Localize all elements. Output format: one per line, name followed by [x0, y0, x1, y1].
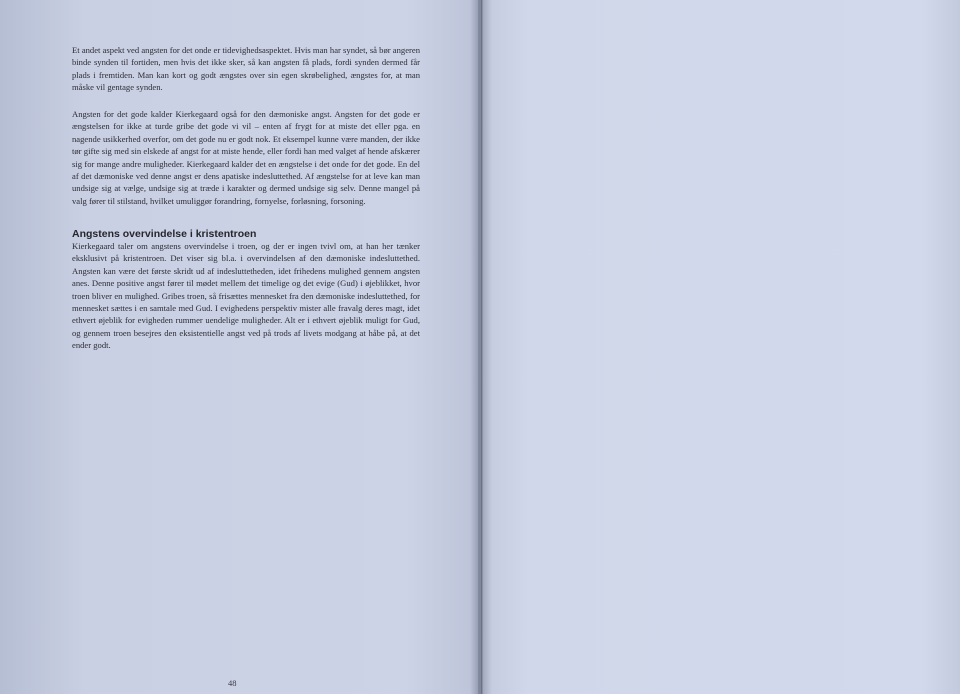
book-gutter [470, 0, 492, 694]
left-section-heading: Angstens overvindelse i kristentroen [72, 228, 257, 240]
left-paragraph-1: Et andet aspekt ved angsten for det onde er tidevighedsaspektet. Hvis man har syndet, så bør angeren binde synden til fortiden, men hvis det ikke sker, så kan angsten få plads, fordi synden dermed får plads i fremtiden. Man kan kort og godt ængstes over sin egen skrøbelighed, ængstes for, at man måske vil gentage synden. [72, 45, 420, 93]
left-paragraph-3: Kierkegaard taler om angstens overvindelse i troen, og der er ingen tvivl om, at han her tænker eksklusivt på kristentroen. Det viser sig bl.a. i overvindelsen af den dæmoniske indesluttethed. Angsten kan være det første skridt ud af indesluttetheden, idet frihedens mulighed gennem angsten anes. Denne positive angst fører til mødet mellem det timelige og det evige (Gud) i øjeblikket, hvor troen bliver en mulighed. Gribes troen, så frisættes mennesket fra den dæmoniske indesluttethed, for mennesket sættes i en samtale med Gud. I evighedens perspektiv mister alle fravalg deres magt, idet ethvert øjeblik for evigheden rummer uendelige muligheder. Alt er i ethvert øjeblik muligt for Gud, og gennem troen besejres den eksistentielle angst ved på trods af livets modgang at håbe på, at det ender godt. [72, 241, 420, 351]
left-paragraph-2: Angsten for det gode kalder Kierkegaard også for den dæmoniske angst. Angsten for det gode er ængstelsen for ikke at turde gribe det gode vi vil – enten af frygt for at miste det eller pga. en nagende usikkerhed overfor, om det gode nu er godt nok. Et eksempel kunne være manden, der ikke tør gifte sig med sin elskede af angst for at miste hende, eller fordi han med valget af hende afskærer sig for mange andre muligheder. Kierkegaard kalder det en ængstelse i det onde for det gode. En del af det dæmoniske ved denne angst er dens apatiske indesluttethed. Af ængstelse for at leve kan man undsige sig at vælge, undsige sig at træde i karakter og dermed undsige sig selv. Denne mangel på valg fører til stilstand, hvilket umuliggør forandring, fornyelse, forløsning, forsoning. [72, 109, 420, 206]
right-page [480, 0, 960, 694]
page-number-left: 48 [228, 678, 237, 688]
left-page [0, 0, 478, 694]
